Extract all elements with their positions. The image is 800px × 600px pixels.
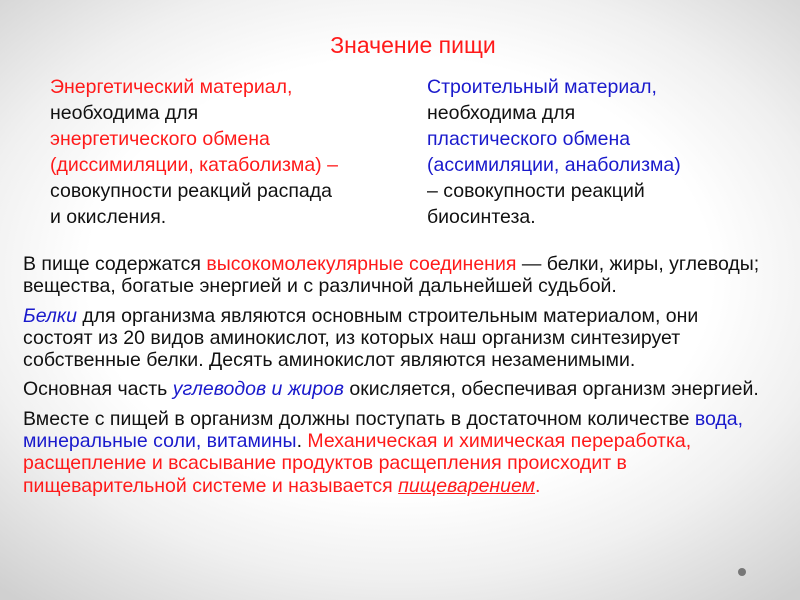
p3-highlight: углеводов и жиров	[172, 378, 344, 401]
p3-text-a: Основная часть	[23, 378, 173, 401]
p1-text-c: — белки, жиры, углеводы; вещества, богатые энергией и с различной дальнейшей судьбой.	[23, 253, 760, 298]
paragraph-2	[23, 305, 773, 372]
left-line-6: и окисления.	[50, 206, 167, 228]
left-line-5: совокупности реакций распада	[50, 180, 332, 202]
paragraph-4	[23, 408, 773, 497]
left-line-3: энергетического обмена	[50, 128, 270, 150]
slide-title: Значение пищи	[330, 32, 496, 58]
p2-highlight: Белки	[23, 304, 77, 327]
p2-text-b: для организма являются основным строительным материалом, они состоят из 20 видов аминокислот, из которых наш организм синтезирует собственные белки. Десять аминокислот являются незаменимыми.	[23, 304, 699, 372]
left-column	[50, 74, 390, 230]
right-line-1: Строительный материал,	[427, 76, 657, 98]
p4-highlight-blue: вода, минеральные соли, витамины	[23, 407, 744, 453]
p4-highlight-red: Механическая и химическая переработка, расщепление и всасывание продуктов расщепления происходит в пищеварительной системе и называется	[23, 430, 692, 497]
p1-highlight: высокомолекулярные соединения	[206, 253, 517, 275]
left-line-2: необходима для	[50, 102, 199, 124]
right-line-4: (ассимиляции, анаболизма)	[427, 154, 681, 176]
p1-text-a: В пище содержатся	[23, 253, 207, 275]
body-text	[23, 253, 773, 504]
p4-text-c: .	[296, 430, 308, 453]
paragraph-3	[23, 378, 773, 400]
right-line-6: биосинтеза.	[427, 206, 536, 228]
left-line-4: (диссимиляции, катаболизма) –	[50, 154, 338, 176]
right-line-5: – совокупности реакций	[427, 180, 645, 202]
paragraph-1	[23, 253, 773, 298]
p3-text-c: окисляется, обеспечивая организм энергией.	[343, 378, 759, 401]
right-column	[427, 74, 757, 230]
left-line-1: Энергетический материал,	[50, 76, 293, 98]
right-line-2: необходима для	[427, 102, 576, 124]
right-line-3: пластического обмена	[427, 128, 631, 150]
p4-text-f: .	[535, 474, 541, 497]
p4-term: пищеварением	[398, 474, 535, 497]
p4-text-a: Вместе с пищей в организм должны поступать в достаточном количестве	[23, 407, 695, 430]
slide-dot-marker	[738, 568, 746, 576]
